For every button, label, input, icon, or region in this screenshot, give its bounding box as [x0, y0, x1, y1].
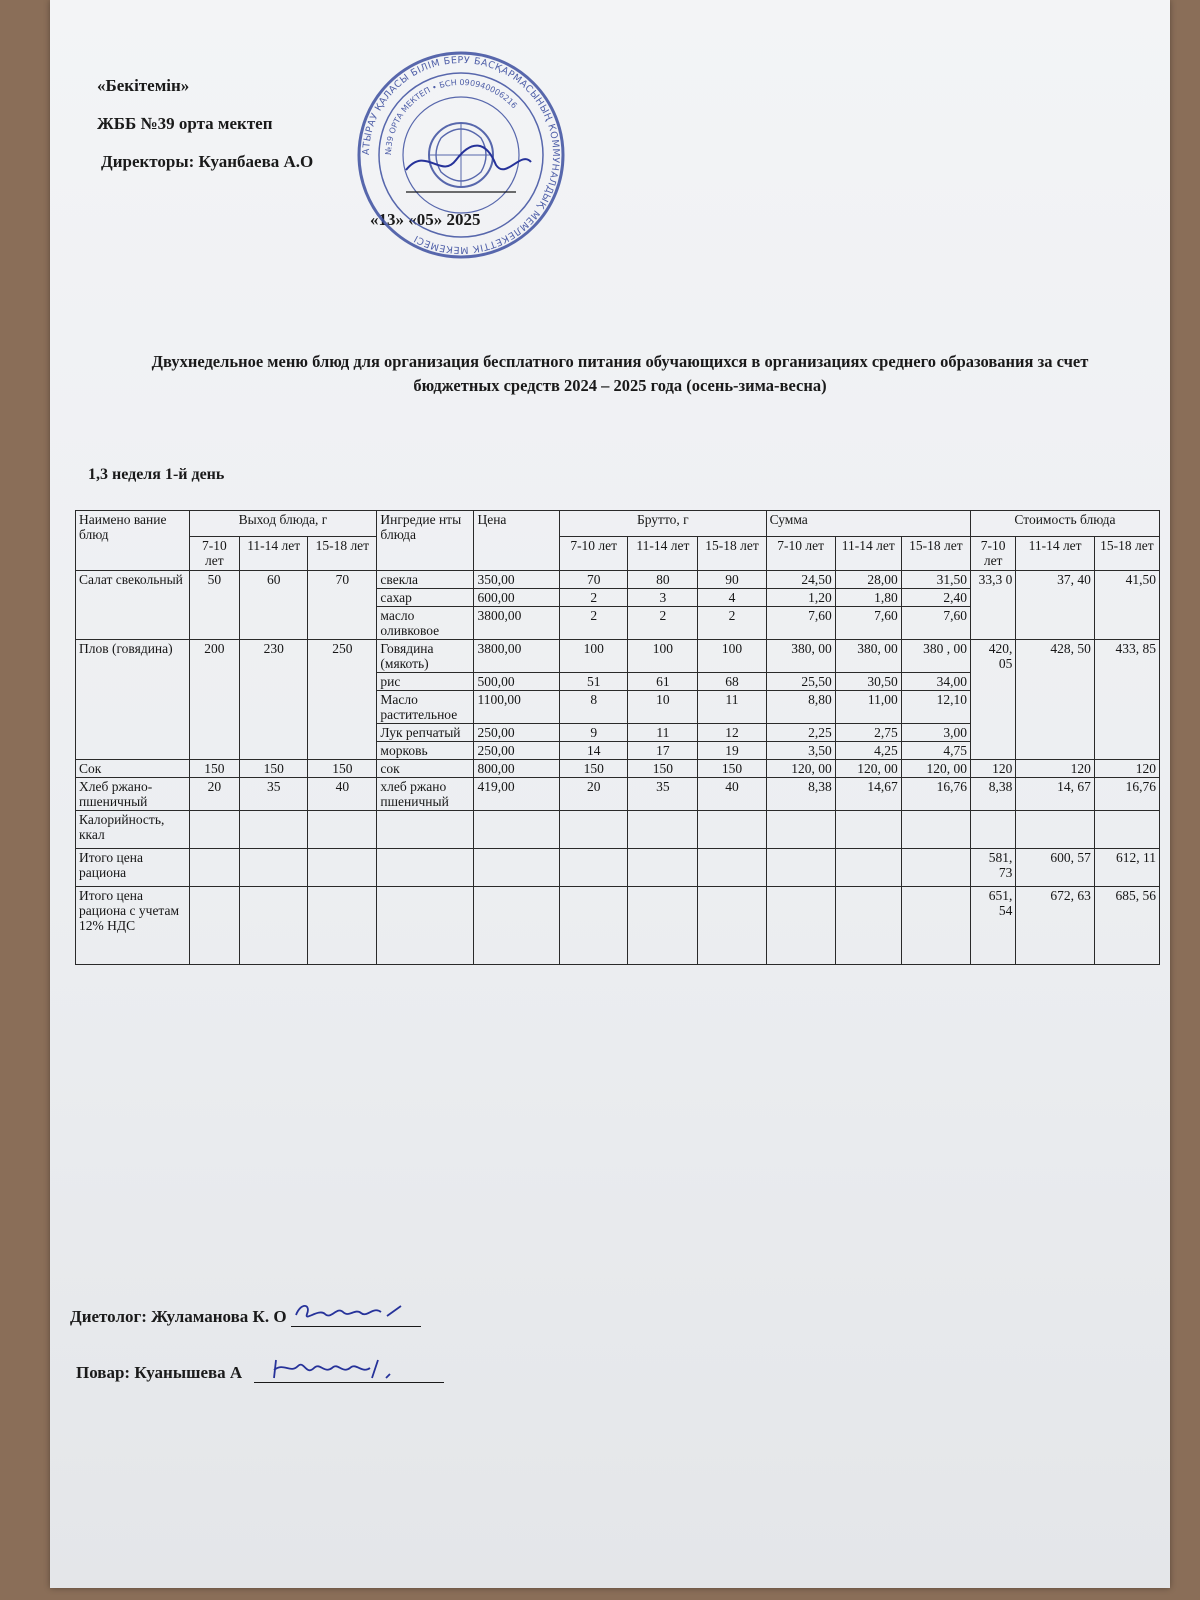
dish-yield: 230: [240, 640, 308, 760]
ingredient-gross: 3: [628, 589, 698, 607]
dish-yield: 70: [308, 571, 377, 640]
ingredient-sum: 16,76: [901, 778, 970, 811]
table-cell-empty: [1094, 811, 1159, 849]
table-cell-empty: [189, 887, 240, 965]
table-cell-empty: [308, 849, 377, 887]
dish-name: Хлеб ржано-пшеничный: [76, 778, 190, 811]
document-title: Двухнедельное меню блюд для организация бесплатного питания обучающихся в организациях среднего образования за счет бюджетных средств 2024 – 2025 года (осень-зима-весна): [151, 352, 1089, 395]
school-name: ЖББ №39 орта мектеп: [97, 114, 273, 133]
ingredient-gross: 68: [698, 673, 766, 691]
header-age-group: 15-18 лет: [1094, 537, 1159, 571]
ingredient-sum: 1,80: [835, 589, 901, 607]
week-day-label: 1,3 неделя 1-й день: [88, 466, 225, 483]
ingredient-gross: 150: [628, 760, 698, 778]
header-gross: Брутто, г: [560, 511, 766, 537]
table-cell-empty: [240, 887, 308, 965]
header-cost: Стоимость блюда: [970, 511, 1159, 537]
table-cell-empty: [308, 887, 377, 965]
table-cell-empty: [835, 849, 901, 887]
table-cell-empty: [835, 887, 901, 965]
dietitian-name: Диетолог: Жуламанова К. О: [70, 1307, 287, 1326]
header-age-group: 15-18 лет: [698, 537, 766, 571]
ingredient-price: 250,00: [474, 724, 560, 742]
ingredient-sum: 2,75: [835, 724, 901, 742]
ingredient-name: рис: [377, 673, 474, 691]
official-stamp: [346, 50, 576, 260]
table-cell-empty: [698, 849, 766, 887]
ingredient-sum: 7,60: [835, 607, 901, 640]
calories-row: [76, 811, 1160, 849]
table-cell-empty: [901, 811, 970, 849]
table-cell-empty: [560, 811, 628, 849]
table-cell-empty: [698, 811, 766, 849]
stamp-inner-text: №39 ОРТА МЕКТЕП • БСН 090940006216: [383, 77, 519, 156]
table-header-row: [76, 511, 1160, 537]
table-cell-empty: [377, 887, 474, 965]
ingredient-sum: 11,00: [835, 691, 901, 724]
ingredient-gross: 8: [560, 691, 628, 724]
ingredient-price: 600,00: [474, 589, 560, 607]
dish-cost: 433, 85: [1094, 640, 1159, 760]
ingredient-sum: 7,60: [766, 607, 835, 640]
ingredient-sum: 25,50: [766, 673, 835, 691]
ingredient-price: 3800,00: [474, 607, 560, 640]
dish-name: Плов (говядина): [76, 640, 190, 760]
ingredient-gross: 100: [560, 640, 628, 673]
ingredient-sum: 8,80: [766, 691, 835, 724]
document-page: [50, 0, 1170, 1588]
dish-name: Салат свекольный: [76, 571, 190, 640]
ingredient-price: 3800,00: [474, 640, 560, 673]
table-header-row: [76, 537, 1160, 571]
header-age-group: 11-14 лет: [628, 537, 698, 571]
ingredient-gross: 150: [560, 760, 628, 778]
header-age-group: 15-18 лет: [308, 537, 377, 571]
director-signature: [406, 146, 531, 170]
ingredient-gross: 70: [560, 571, 628, 589]
table-cell-empty: [1016, 811, 1094, 849]
ingredient-gross: 2: [698, 607, 766, 640]
ingredient-sum: 8,38: [766, 778, 835, 811]
ingredient-gross: 100: [628, 640, 698, 673]
table-cell-empty: [240, 849, 308, 887]
ingredient-price: 500,00: [474, 673, 560, 691]
ingredient-price: 250,00: [474, 742, 560, 760]
approval-word: «Бекітемін»: [97, 76, 190, 95]
header-age-group: 11-14 лет: [240, 537, 308, 571]
ingredient-name: хлеб ржано пшеничный: [377, 778, 474, 811]
total-label: Итого цена рациона: [76, 849, 190, 887]
stamp-outer-text: АТЫРАУ ҚАЛАСЫ БІЛІМ БЕРУ БАСҚАРМАСЫНЫҢ КОММУНАЛДЫҚ МЕМЛЕКЕТТІК МЕКЕМЕСІ: [360, 54, 562, 256]
total-vat-value: 685, 56: [1094, 887, 1159, 965]
ingredient-name: сок: [377, 760, 474, 778]
dish-cost: 120: [970, 760, 1015, 778]
ingredient-sum: 31,50: [901, 571, 970, 589]
ingredient-sum: 7,60: [901, 607, 970, 640]
table-row: [76, 778, 1160, 811]
ingredient-name: морковь: [377, 742, 474, 760]
header-age-group: 11-14 лет: [1016, 537, 1094, 571]
header-sum: Сумма: [766, 511, 970, 537]
cook-name: Повар: Куанышева А: [76, 1363, 243, 1382]
dish-cost: 37, 40: [1016, 571, 1094, 640]
ingredient-sum: 380, 00: [835, 640, 901, 673]
total-vat-row: [76, 887, 1160, 965]
table-cell-empty: [377, 849, 474, 887]
table-cell-empty: [308, 811, 377, 849]
dish-cost: 14, 67: [1016, 778, 1094, 811]
ingredient-gross: 12: [698, 724, 766, 742]
dietitian-signature-line: [291, 1300, 421, 1327]
total-row: [76, 849, 1160, 887]
cook-signature-line: [254, 1356, 444, 1383]
ingredient-sum: 120, 00: [766, 760, 835, 778]
ingredient-gross: 35: [628, 778, 698, 811]
table-cell-empty: [474, 849, 560, 887]
ingredient-price: 350,00: [474, 571, 560, 589]
header-age-group: 7-10 лет: [970, 537, 1015, 571]
dish-yield: 150: [308, 760, 377, 778]
ingredient-gross: 40: [698, 778, 766, 811]
dish-cost: 120: [1094, 760, 1159, 778]
table-cell-empty: [189, 849, 240, 887]
approval-block: [97, 75, 313, 189]
ingredient-gross: 10: [628, 691, 698, 724]
total-value: 612, 11: [1094, 849, 1159, 887]
table-row: [76, 571, 1160, 589]
dish-cost: 33,3 0: [970, 571, 1015, 640]
ingredient-gross: 2: [560, 607, 628, 640]
ingredient-sum: 2,40: [901, 589, 970, 607]
approval-date: «13» «05» 2025: [370, 210, 481, 229]
ingredient-sum: 3,00: [901, 724, 970, 742]
ingredient-sum: 30,50: [835, 673, 901, 691]
dish-yield: 50: [189, 571, 240, 640]
dish-yield: 250: [308, 640, 377, 760]
header-yield: Выход блюда, г: [189, 511, 377, 537]
header-ingredients: Ингредие нты блюда: [377, 511, 474, 571]
ingredient-gross: 11: [698, 691, 766, 724]
table-cell-empty: [698, 887, 766, 965]
table-cell-empty: [560, 887, 628, 965]
dish-cost: 420, 05: [970, 640, 1015, 760]
table-cell-empty: [766, 849, 835, 887]
ingredient-sum: 380 , 00: [901, 640, 970, 673]
ingredient-sum: 380, 00: [766, 640, 835, 673]
cook-signature: [254, 1356, 444, 1382]
ingredient-sum: 24,50: [766, 571, 835, 589]
ingredient-gross: 17: [628, 742, 698, 760]
ingredient-gross: 100: [698, 640, 766, 673]
header-age-group: 7-10 лет: [766, 537, 835, 571]
ingredient-sum: 34,00: [901, 673, 970, 691]
ingredient-sum: 4,75: [901, 742, 970, 760]
ingredient-sum: 4,25: [835, 742, 901, 760]
dish-name: Сок: [76, 760, 190, 778]
dish-cost: 120: [1016, 760, 1094, 778]
dish-yield: 35: [240, 778, 308, 811]
header-dish-name: Наимено вание блюд: [76, 511, 190, 571]
table-cell-empty: [240, 811, 308, 849]
dish-cost: 16,76: [1094, 778, 1159, 811]
ingredient-sum: 3,50: [766, 742, 835, 760]
table-cell-empty: [970, 811, 1015, 849]
ingredient-gross: 61: [628, 673, 698, 691]
ingredient-name: Лук репчатый: [377, 724, 474, 742]
dish-yield: 40: [308, 778, 377, 811]
header-age-group: 7-10 лет: [189, 537, 240, 571]
total-vat-label: Итого цена рациона с учетам 12% НДС: [76, 887, 190, 965]
header-age-group: 7-10 лет: [560, 537, 628, 571]
header-age-group: 11-14 лет: [835, 537, 901, 571]
ingredient-sum: 12,10: [901, 691, 970, 724]
table-cell-empty: [474, 811, 560, 849]
table-cell-empty: [628, 811, 698, 849]
dish-cost: 428, 50: [1016, 640, 1094, 760]
ingredient-gross: 4: [698, 589, 766, 607]
menu-table: [75, 510, 1160, 965]
dish-yield: 20: [189, 778, 240, 811]
ingredient-sum: 120, 00: [835, 760, 901, 778]
ingredient-price: 419,00: [474, 778, 560, 811]
table-cell-empty: [766, 811, 835, 849]
table-cell-empty: [377, 811, 474, 849]
total-value: 600, 57: [1016, 849, 1094, 887]
ingredient-gross: 150: [698, 760, 766, 778]
table-row: [76, 640, 1160, 673]
ingredient-gross: 2: [628, 607, 698, 640]
ingredient-sum: 2,25: [766, 724, 835, 742]
dish-cost: 8,38: [970, 778, 1015, 811]
cook-signature-block: [76, 1356, 444, 1383]
dish-yield: 200: [189, 640, 240, 760]
table-cell-empty: [628, 887, 698, 965]
ingredient-gross: 2: [560, 589, 628, 607]
ingredient-gross: 51: [560, 673, 628, 691]
ingredient-price: 1100,00: [474, 691, 560, 724]
dish-cost: 41,50: [1094, 571, 1159, 640]
ingredient-sum: 28,00: [835, 571, 901, 589]
table-cell-empty: [901, 887, 970, 965]
ingredient-gross: 11: [628, 724, 698, 742]
ingredient-name: масло оливковое: [377, 607, 474, 640]
ingredient-name: сахар: [377, 589, 474, 607]
ingredient-name: свекла: [377, 571, 474, 589]
ingredient-gross: 80: [628, 571, 698, 589]
table-cell-empty: [766, 887, 835, 965]
ingredient-gross: 19: [698, 742, 766, 760]
ingredient-sum: 120, 00: [901, 760, 970, 778]
table-cell-empty: [474, 887, 560, 965]
calories-label: Калорийность, ккал: [76, 811, 190, 849]
director-name: Директоры: Куанбаева А.О: [101, 152, 314, 171]
dietitian-signature-block: [70, 1300, 421, 1327]
table-cell-empty: [560, 849, 628, 887]
total-vat-value: 651, 54: [970, 887, 1015, 965]
ingredient-gross: 14: [560, 742, 628, 760]
total-value: 581, 73: [970, 849, 1015, 887]
dish-yield: 150: [189, 760, 240, 778]
header-age-group: 15-18 лет: [901, 537, 970, 571]
table-cell-empty: [901, 849, 970, 887]
dietitian-signature: [291, 1300, 421, 1326]
ingredient-gross: 90: [698, 571, 766, 589]
ingredient-name: Масло растительное: [377, 691, 474, 724]
table-cell-empty: [835, 811, 901, 849]
dish-yield: 150: [240, 760, 308, 778]
ingredient-name: Говядина (мякоть): [377, 640, 474, 673]
ingredient-gross: 20: [560, 778, 628, 811]
ingredient-gross: 9: [560, 724, 628, 742]
header-price: Цена: [474, 511, 560, 571]
dish-yield: 60: [240, 571, 308, 640]
ingredient-price: 800,00: [474, 760, 560, 778]
table-cell-empty: [189, 811, 240, 849]
ingredient-sum: 1,20: [766, 589, 835, 607]
total-vat-value: 672, 63: [1016, 887, 1094, 965]
table-row: [76, 760, 1160, 778]
ingredient-sum: 14,67: [835, 778, 901, 811]
table-cell-empty: [628, 849, 698, 887]
